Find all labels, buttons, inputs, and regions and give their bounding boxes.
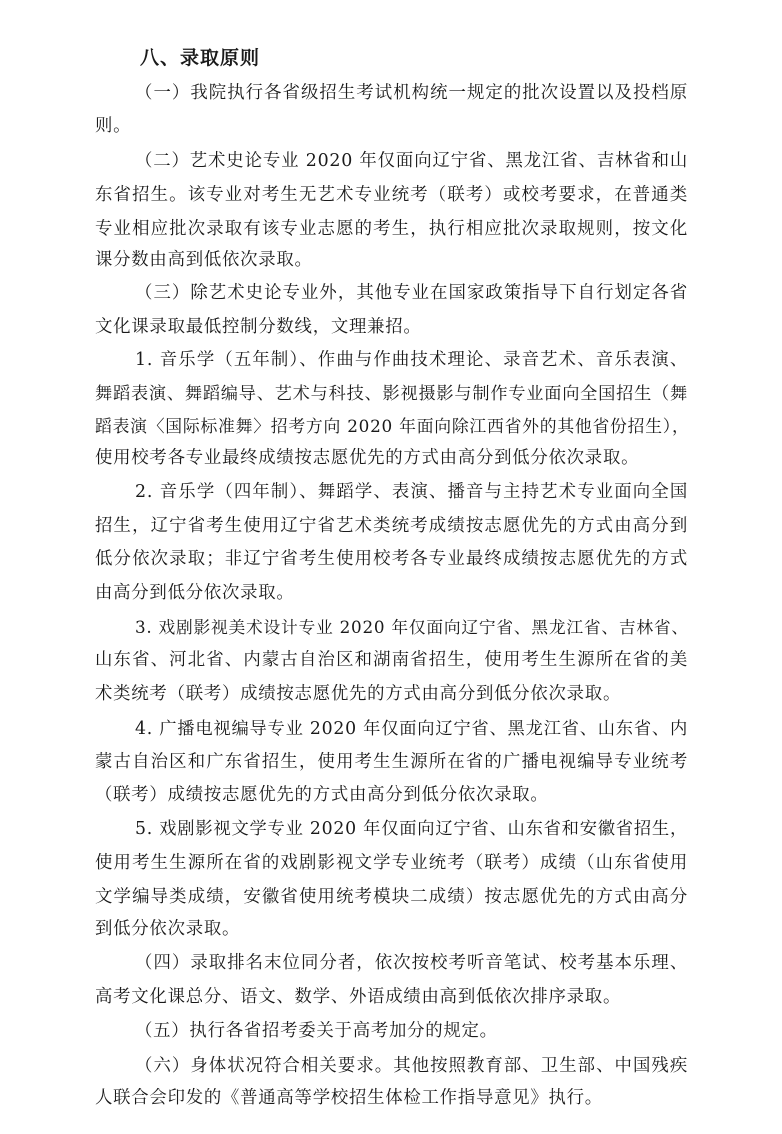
text-line: 山东省、河北省、内蒙古自治区和湖南省招生，使用考生生源所在省的美 [95,650,688,670]
text-line: （六）身体状况符合相关要求。其他按照教育部、卫生部、中国残疾 [135,1056,688,1076]
text-line: 5. 戏剧影视文学专业 2020 年仅面向辽宁省、山东省和安徽省招生， [135,819,688,839]
text-line: 到低分依次录取。 [95,919,241,939]
text-line: 东省招生。该专业对考生无艺术专业统考（联考）或校考要求，在普通类 [95,185,688,205]
text-line: 2. 音乐学（四年制）、舞蹈学、表演、播音与主持艺术专业面向全国 [135,482,688,502]
text-line: 使用校考各专业最终成绩按志愿优先的方式由高分到低分依次录取。 [95,448,640,468]
text-line: 高考文化课总分、语文、数学、外语成绩由高到低依次排序录取。 [95,987,622,1007]
text-line: 低分依次录取；非辽宁省考生使用校考各专业最终成绩按志愿优先的方式 [95,549,688,569]
text-line: 蒙古自治区和广东省招生，使用考生生源所在省的广播电视编导专业统考 [95,752,688,772]
text-line: （一）我院执行各省级招生考试机构统一规定的批次设置以及投档原 [135,83,688,103]
text-line: 文化课录取最低控制分数线，文理兼招。 [95,317,422,337]
text-line: 蹈表演〈国际标准舞〉招考方向 2020 年面向除江西省外的其他省份招生）， [95,416,690,436]
text-line: 课分数由高到低依次录取。 [95,250,313,270]
text-line: （联考）成绩按志愿优先的方式由高分到低分依次录取。 [95,785,549,805]
text-line: 文学编导类成绩，安徽省使用统考模块二成绩）按志愿优先的方式由高分 [95,887,688,907]
text-line: （五）执行各省招考委关于高考加分的规定。 [135,1021,498,1041]
text-line: （四）录取排名末位同分者，依次按校考听音笔试、校考基本乐理、 [135,953,688,973]
text-line: 1. 音乐学（五年制）、作曲与作曲技术理论、录音艺术、音乐表演、 [135,350,688,370]
text-line: 专业相应批次录取有该专业志愿的考生，执行相应批次录取规则，按文化 [95,219,688,239]
text-line: 3. 戏剧影视美术设计专业 2020 年仅面向辽宁省、黑龙江省、吉林省、 [135,617,689,637]
text-line: （三）除艺术史论专业外，其他专业在国家政策指导下自行划定各省 [135,283,688,303]
text-line: 招生，辽宁省考生使用辽宁省艺术类统考成绩按志愿优先的方式由高分到 [95,516,688,536]
section-heading: 八、录取原则 [140,47,261,69]
text-line: 4. 广播电视编导专业 2020 年仅面向辽宁省、黑龙江省、山东省、内 [135,719,688,739]
text-line: （二）艺术史论专业 2020 年仅面向辽宁省、黑龙江省、吉林省和山 [135,151,688,171]
text-line: 使用考生生源所在省的戏剧影视文学专业统考（联考）成绩（山东省使用 [95,853,688,873]
text-line: 人联合会印发的《普通高等学校招生体检工作指导意见》执行。 [95,1088,603,1108]
text-line: 术类统考（联考）成绩按志愿优先的方式由高分到低分依次录取。 [95,684,622,704]
text-line: 则。 [95,116,132,136]
text-line: 由高分到低分依次录取。 [95,583,295,603]
text-line: 舞蹈表演、舞蹈编导、艺术与科技、影视摄影与制作专业面向全国招生（舞 [95,384,688,404]
